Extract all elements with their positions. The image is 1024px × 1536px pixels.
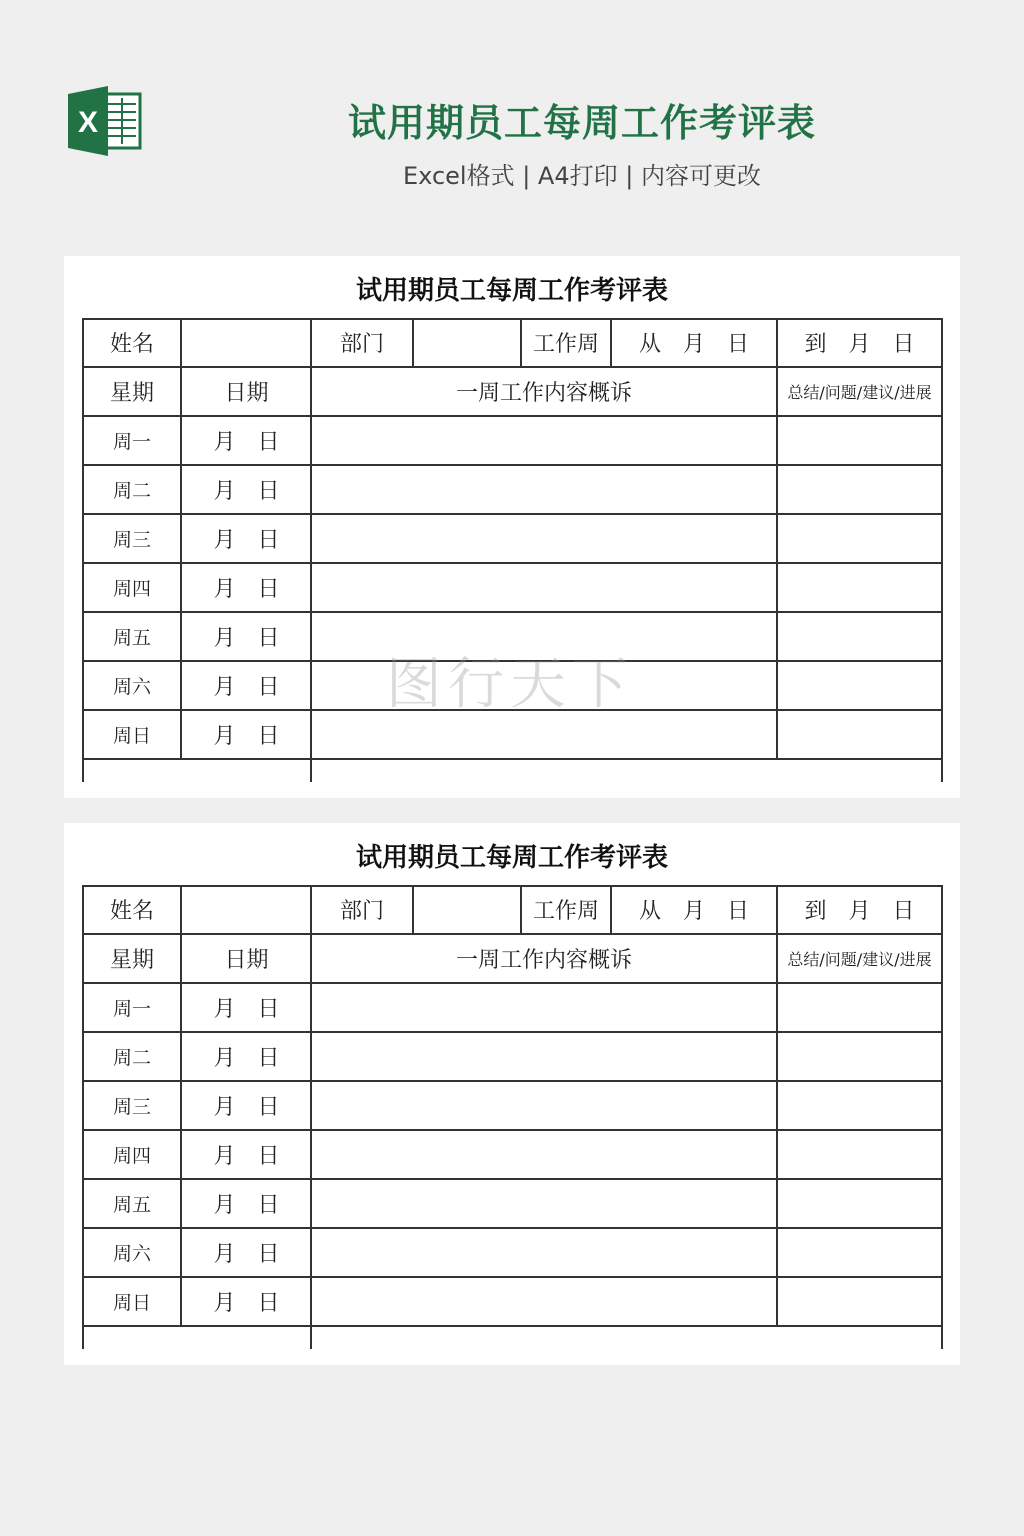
weekday-cell: 周一 (112, 431, 151, 453)
weekday-cell: 周二 (112, 1047, 151, 1069)
summary-header: 总结/问题/建议/进展 (787, 383, 932, 402)
weekday-cell: 周三 (112, 1096, 151, 1118)
date-cell[interactable]: 月 日 (213, 1046, 280, 1071)
name-input[interactable] (182, 318, 311, 367)
name-label: 姓名 (109, 332, 154, 357)
weekday-cell: 周三 (112, 529, 151, 551)
date-header: 日期 (224, 381, 269, 406)
content-header: 一周工作内容概诉 (455, 948, 632, 973)
date-cell[interactable]: 月 日 (213, 577, 280, 602)
sheet-title: 试用期员工每周工作考评表 (355, 843, 668, 873)
dept-label: 部门 (339, 899, 384, 924)
date-cell[interactable]: 月 日 (213, 675, 280, 700)
dept-input[interactable] (413, 885, 521, 934)
to-date-field[interactable]: 到 月 日 (804, 899, 915, 924)
date-cell[interactable]: 月 日 (213, 724, 280, 749)
form-sheet-2 (64, 823, 960, 1365)
weekday-cell: 周日 (112, 725, 151, 747)
weekday-cell: 周一 (112, 998, 151, 1020)
weekday-cell: 周四 (112, 1145, 151, 1167)
summary-header: 总结/问题/建议/进展 (787, 950, 932, 969)
form-sheet-1 (64, 256, 960, 798)
content-header: 一周工作内容概诉 (455, 381, 632, 406)
date-cell[interactable]: 月 日 (213, 1144, 280, 1169)
date-cell[interactable]: 月 日 (213, 1242, 280, 1267)
dept-label: 部门 (339, 332, 384, 357)
weekday-cell: 周五 (112, 1194, 151, 1216)
weekday-header: 星期 (109, 381, 154, 406)
date-cell[interactable]: 月 日 (213, 430, 280, 455)
date-cell[interactable]: 月 日 (213, 1291, 280, 1316)
date-cell[interactable]: 月 日 (213, 528, 280, 553)
weekday-cell: 周六 (112, 676, 151, 698)
weekday-header: 星期 (109, 948, 154, 973)
work-week-label: 工作周 (532, 899, 599, 924)
svg-text:X: X (77, 106, 99, 139)
weekday-cell: 周日 (112, 1292, 151, 1314)
date-header: 日期 (224, 948, 269, 973)
page-subtitle: Excel格式 | A4打印 | 内容可更改 (403, 162, 761, 190)
weekday-cell: 周二 (112, 480, 151, 502)
page-title: 试用期员工每周工作考评表 (347, 101, 816, 145)
date-cell[interactable]: 月 日 (213, 626, 280, 651)
excel-icon (68, 86, 142, 156)
weekday-cell: 周四 (112, 578, 151, 600)
name-input[interactable] (182, 885, 311, 934)
watermark: 图行天下 (386, 652, 634, 717)
from-date-field[interactable]: 从 月 日 (638, 332, 749, 357)
from-date-field[interactable]: 从 月 日 (638, 899, 749, 924)
date-cell[interactable]: 月 日 (213, 479, 280, 504)
name-label: 姓名 (109, 899, 154, 924)
date-cell[interactable]: 月 日 (213, 1095, 280, 1120)
weekday-cell: 周五 (112, 627, 151, 649)
dept-input[interactable] (413, 318, 521, 367)
work-week-label: 工作周 (532, 332, 599, 357)
sheet-title: 试用期员工每周工作考评表 (355, 276, 668, 306)
to-date-field[interactable]: 到 月 日 (804, 332, 915, 357)
weekday-cell: 周六 (112, 1243, 151, 1265)
date-cell[interactable]: 月 日 (213, 997, 280, 1022)
date-cell[interactable]: 月 日 (213, 1193, 280, 1218)
